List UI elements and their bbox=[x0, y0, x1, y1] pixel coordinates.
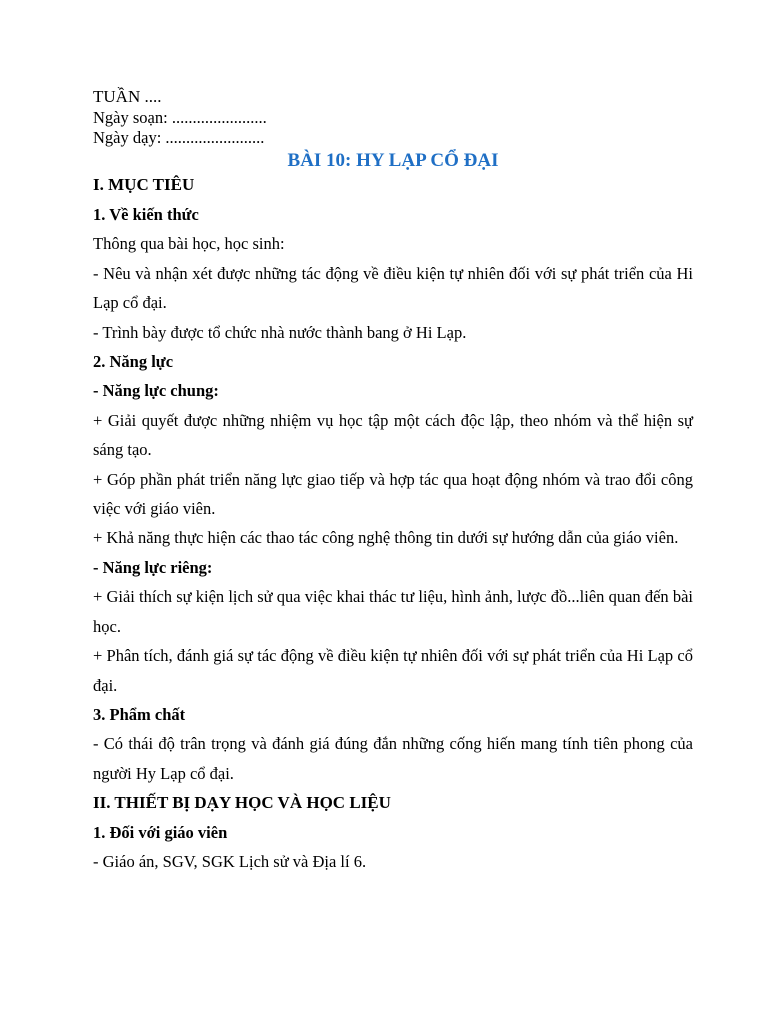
general-competence-heading: - Năng lực chung: bbox=[93, 381, 219, 401]
general-competence-item-3: + Khả năng thực hiện các thao tác công nghệ thông tin dưới sự hướng dẫn của giáo viên. bbox=[93, 528, 679, 548]
week-label: TUẦN .... bbox=[93, 87, 162, 106]
section-objectives-heading: I. MỤC TIÊU bbox=[93, 175, 195, 194]
knowledge-item-1: - Nêu và nhận xét được những tác động về điều kiện tự nhiên đối với sự phát triển của Hi Lạp cổ đại. bbox=[93, 263, 693, 313]
teacher-materials-heading: 1. Đối với giáo viên bbox=[93, 822, 228, 842]
document-page bbox=[93, 86, 693, 876]
knowledge-heading: 1. Về kiến thức bbox=[93, 205, 199, 224]
knowledge-item-2: - Trình bày được tổ chức nhà nước thành bang ở Hi Lạp. bbox=[93, 322, 467, 342]
section-equipment-heading: II. THIẾT BỊ DẠY HỌC VÀ HỌC LIỆU bbox=[93, 793, 391, 813]
quality-item-1: - Có thái độ trân trọng và đánh giá đúng đắn những cống hiến mang tính tiên phong của người Hy Lạp cổ đại. bbox=[93, 734, 693, 783]
specific-competence-item-1: + Giải thích sự kiện lịch sử qua việc khai thác tư liệu, hình ảnh, lược đồ...liên quan đến bài học. bbox=[93, 587, 693, 636]
teacher-materials-item-1: - Giáo án, SGV, SGK Lịch sử và Địa lí 6. bbox=[93, 851, 367, 871]
teach-date: Ngày dạy: ........................ bbox=[93, 128, 265, 147]
specific-competence-item-2: + Phân tích, đánh giá sự tác động về điều kiện tự nhiên đối với sự phát triển của Hi Lạp cổ đại. bbox=[93, 646, 693, 695]
general-competence-item-2: + Góp phần phát triển năng lực giao tiếp và hợp tác qua hoạt động nhóm và trao đổi công việc với giáo viên. bbox=[93, 469, 693, 519]
lesson-title: BÀI 10: HY LẠP CỔ ĐẠI bbox=[287, 150, 499, 171]
general-competence-item-1: + Giải quyết được những nhiệm vụ học tập một cách độc lập, theo nhóm và thể hiện sự sáng tạo. bbox=[93, 410, 693, 460]
quality-heading: 3. Phẩm chất bbox=[93, 704, 186, 724]
specific-competence-heading: - Năng lực riêng: bbox=[93, 557, 213, 577]
knowledge-intro: Thông qua bài học, học sinh: bbox=[93, 234, 285, 254]
competence-heading: 2. Năng lực bbox=[93, 352, 174, 372]
prep-date: Ngày soạn: ....................... bbox=[93, 108, 267, 127]
